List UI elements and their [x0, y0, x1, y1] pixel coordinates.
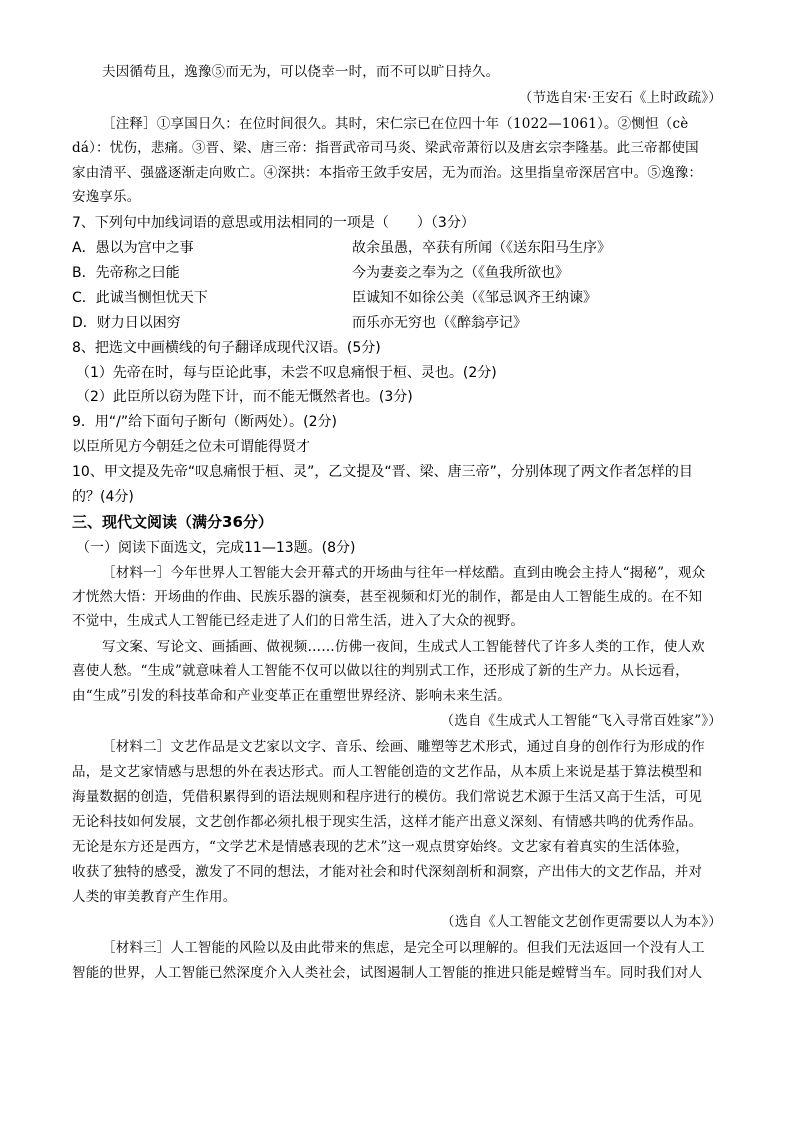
q7-option-a-right: 故余虽愚，卒获有所闻（《送东阳马生序》: [352, 240, 611, 256]
q7-option-c-left: C．此诚当恻怛忧天下: [72, 290, 208, 306]
q7-option-c-right: 臣诚知不如徐公美（《邹忌讽齐王纳谏》: [352, 290, 597, 306]
material-1-line: 由“生成”引发的科技革命和产业变革正在重塑世界经济、影响未来生活。: [72, 688, 511, 704]
material-1-line: ［材料一］今年世界人工智能大会开幕式的开场曲与往年一样炫酷。直到由晚会主持人“揭秘”，观众: [102, 565, 706, 581]
q7-option-d-right: 而乐亦无穷也（《醉翁亭记》: [352, 315, 527, 331]
material-1-line: 不觉中，生成式人工智能已经走进了人们的日常生活，进入了大众的视野。: [72, 613, 525, 629]
material-1-line: 才恍然大悟：开场曲的作曲、民族乐器的演奏，甚至视频和灯光的制作，都是由人工智能生成的。在不知: [72, 589, 703, 605]
material-2-line: 收获了独特的感受，激发了不同的想法，才能对社会和时代深刻剖析和洞察，产出伟大的文艺作品，并对: [72, 864, 703, 880]
passage-source: （节选自宋·王安石《上时政疏》）: [518, 90, 722, 106]
material-2-line: 海量数据的创造，凭借积累得到的语法规则和程序进行的模仿。我们常说艺术源于生活又高于生活，可见: [72, 789, 703, 805]
material-2-line: 人类的审美教育产生作用。: [72, 889, 237, 905]
material-2-line: 品，是文艺家情感与思想的外在表达形式。而人工智能创造的文艺作品，从本质上来说是基于算法模型和: [72, 764, 703, 780]
q7-option-a-left: A．愚以为宫中之事: [72, 240, 194, 256]
note-line: ［注释］①享国日久：在位时间很久。其时，宋仁宗已在位四十年（1022—1061）。②恻怛（cè: [102, 116, 689, 132]
material-2-line: 无论是东方还是西方，“文学艺术是情感表现的艺术”这一观点贯穿始终。文艺家有着真实的生活体验，: [72, 839, 690, 855]
question-8-stem: 8、把选文中画横线的句子翻译成现代汉语。(5分): [72, 340, 381, 356]
q8-item: （2）此臣所以窃为陛下计，而不能无慨然者也。(3分): [76, 389, 413, 405]
note-line: 家由清平、强盛逐渐走向败亡。④深拱：本指帝王敛手安居，无为而治。这里指皇帝深居宫中。⑤逸豫：: [72, 165, 703, 181]
question-7-stem: 7、下列句中加线词语的意思或用法相同的一项是（ ）（3分）: [72, 215, 475, 231]
question-10-line: 10、甲文提及先帝“叹息痛恨于桓、灵”，乙文提及“晋、梁、唐三帝”，分别体现了两文作者怎样的目: [72, 464, 693, 480]
question-9-stem: 9．用“/”给下面句子断句（断两处）。(2分): [72, 414, 337, 430]
section-heading: 三、现代文阅读（满分36分）: [72, 513, 273, 531]
note-line: dá）：忧伤，悲痛。③晋、梁、唐三帝：指晋武帝司马炎、梁武帝萧衍以及唐玄宗李隆基。此三帝都使国: [72, 140, 699, 156]
material-3-line: ［材料三］人工智能的风险以及由此带来的焦虑，是完全可以理解的。但我们无法返回一个没有人工: [102, 940, 705, 956]
question-10-line: 的？(4分): [72, 489, 134, 505]
q9-sentence: 以臣所见方今朝廷之位未可谓能得贤才: [72, 439, 310, 455]
q8-item: （1）先帝在时，每与臣论此事，未尝不叹息痛恨于桓、灵也。(2分): [76, 365, 497, 381]
material-3-line: 智能的世界，人工智能已然深度介入人类社会，试图遏制人工智能的推进只能是螳臂当车。同时我们对人: [72, 965, 703, 981]
q7-option-b-right: 今为妻妾之奉为之（《鱼我所欲也》: [352, 265, 569, 281]
material-2-line: 无论科技如何发展，文艺创作都必须扎根于现实生活，这样才能产出意义深刻、有情感共鸣的优秀作品。: [72, 814, 703, 830]
q7-option-b-left: B．先帝称之曰能: [72, 265, 180, 281]
q7-option-d-left: D．财力日以困穷: [72, 315, 181, 331]
material-2-line: ［材料二］文艺作品是文艺家以文字、音乐、绘画、雕塑等艺术形式，通过自身的创作行为形成的作: [102, 739, 705, 755]
passage-line: 夫因循苟且，逸豫⑤而无为，可以侥幸一时，而不可以旷日持久。: [102, 64, 500, 80]
section-subheading: （一）阅读下面选文，完成11—13题。(8分): [76, 540, 356, 556]
material-2-source: （选自《人工智能文艺创作更需要以人为本》）: [441, 914, 722, 930]
material-1-line: 喜使人愁。“生成”就意味着人工智能不仅可以做以往的判别式工作，还形成了新的生产力。从长远看，: [72, 663, 690, 679]
note-line: 安逸享乐。: [72, 189, 141, 205]
material-1-source: （选自《生成式人工智能“飞入寻常百姓家”》）: [440, 713, 722, 729]
material-1-line: 写文案、写论文、画插画、做视频……仿佛一夜间，生成式人工智能替代了许多人类的工作，使人欢: [102, 639, 705, 655]
